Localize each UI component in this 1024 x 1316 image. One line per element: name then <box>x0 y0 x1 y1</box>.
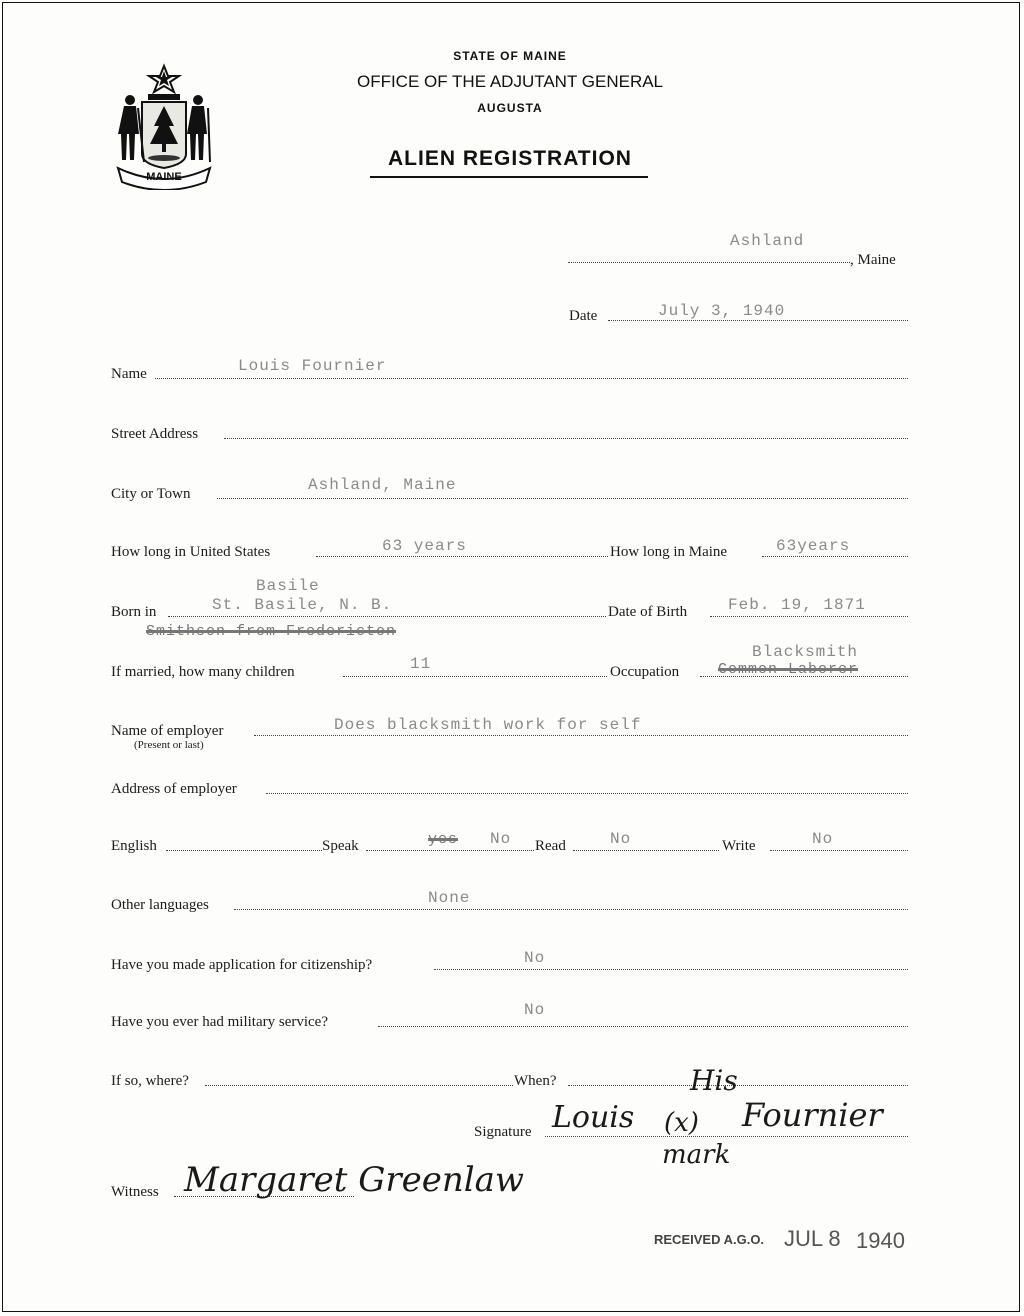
born-struck-line: Smithson from Fredericton <box>146 623 397 640</box>
occupation-label: Occupation <box>610 664 680 680</box>
other-languages-line <box>234 909 908 910</box>
write-line <box>770 850 908 851</box>
write-value: No <box>812 830 834 848</box>
city-town-label: City or Town <box>111 486 191 502</box>
city-town-line <box>217 498 908 499</box>
military-line <box>378 1026 908 1027</box>
employer-line <box>254 735 908 736</box>
street-label: Street Address <box>111 426 199 442</box>
maine-duration-value: 63years <box>776 537 851 555</box>
read-value: No <box>610 830 632 848</box>
english-line <box>166 850 322 851</box>
date-value: July 3, 1940 <box>658 302 786 320</box>
signature-first: Louis <box>552 1100 635 1135</box>
date-line <box>608 320 908 321</box>
occupation-struck: Common Laborer <box>718 661 859 678</box>
read-line <box>573 850 719 851</box>
born-label: Born in <box>111 604 157 620</box>
dob-line <box>710 616 908 617</box>
when-label: When? <box>514 1073 557 1089</box>
place-suffix: , Maine <box>850 252 896 268</box>
occupation-value: Blacksmith <box>752 643 859 661</box>
header-city: AUGUSTA <box>477 101 543 115</box>
children-line <box>343 676 607 677</box>
header-state: STATE OF MAINE <box>453 49 567 63</box>
svg-text:MAINE: MAINE <box>146 171 182 183</box>
write-label: Write <box>722 838 756 854</box>
signature-mark-word: mark <box>662 1140 731 1170</box>
employer-value: Does blacksmith work for self <box>334 716 642 734</box>
where-label: If so, where? <box>111 1073 189 1089</box>
military-label: Have you ever had military service? <box>111 1014 328 1030</box>
speak-label: Speak <box>322 838 359 854</box>
us-duration-label: How long in United States <box>111 544 271 560</box>
signature-last: Fournier <box>742 1096 883 1134</box>
children-label: If married, how many children <box>111 664 295 680</box>
english-label: English <box>111 838 157 854</box>
born-value: St. Basile, N. B. <box>212 596 393 614</box>
date-label: Date <box>569 308 598 324</box>
maine-duration-label: How long in Maine <box>610 544 728 560</box>
signature-his: His <box>690 1064 738 1097</box>
military-value: No <box>524 1001 546 1019</box>
street-line <box>224 438 908 439</box>
place-line <box>568 262 850 263</box>
employer-address-label: Address of employer <box>111 781 237 797</box>
citizenship-line <box>434 969 908 970</box>
name-value: Louis Fournier <box>238 357 387 375</box>
state-seal-icon <box>112 62 216 190</box>
dob-label: Date of Birth <box>608 604 688 620</box>
children-value: 11 <box>410 655 432 673</box>
born-inserted: Basile <box>256 577 320 595</box>
other-languages-label: Other languages <box>111 897 209 913</box>
name-label: Name <box>111 366 147 382</box>
when-line <box>568 1085 908 1086</box>
stamp-received: RECEIVED A.G.O. <box>654 1232 765 1247</box>
place-value: Ashland <box>730 232 805 250</box>
stamp-year: 1940 <box>856 1228 905 1253</box>
citizenship-value: No <box>524 949 546 967</box>
us-duration-value: 63 years <box>382 537 467 555</box>
us-duration-line <box>316 556 608 557</box>
employer-sublabel: (Present or last) <box>134 739 204 751</box>
born-line <box>168 616 606 617</box>
speak-value: No <box>490 830 512 848</box>
maine-duration-line <box>762 556 908 557</box>
stamp-date: JUL 8 <box>784 1226 841 1251</box>
witness-signature: Margaret Greenlaw <box>184 1160 525 1200</box>
form-title: ALIEN REGISTRATION <box>388 147 632 170</box>
name-line <box>155 378 908 379</box>
witness-label: Witness <box>111 1184 159 1200</box>
dob-value: Feb. 19, 1871 <box>728 596 866 614</box>
city-town-value: Ashland, Maine <box>308 476 457 494</box>
born-struck <box>262 597 312 614</box>
signature-label: Signature <box>474 1124 532 1140</box>
employer-label: Name of employer <box>111 723 224 739</box>
title-underline <box>370 176 648 178</box>
employer-address-line <box>266 793 908 794</box>
where-line <box>205 1085 513 1086</box>
other-languages-value: None <box>428 889 471 907</box>
speak-struck: yes <box>428 831 459 848</box>
signature-line <box>545 1136 908 1137</box>
read-label: Read <box>535 838 566 854</box>
header-office: OFFICE OF THE ADJUTANT GENERAL <box>356 72 664 91</box>
signature-mark: (x) <box>664 1108 699 1138</box>
citizenship-label: Have you made application for citizenship? <box>111 957 373 973</box>
speak-line <box>366 850 534 851</box>
